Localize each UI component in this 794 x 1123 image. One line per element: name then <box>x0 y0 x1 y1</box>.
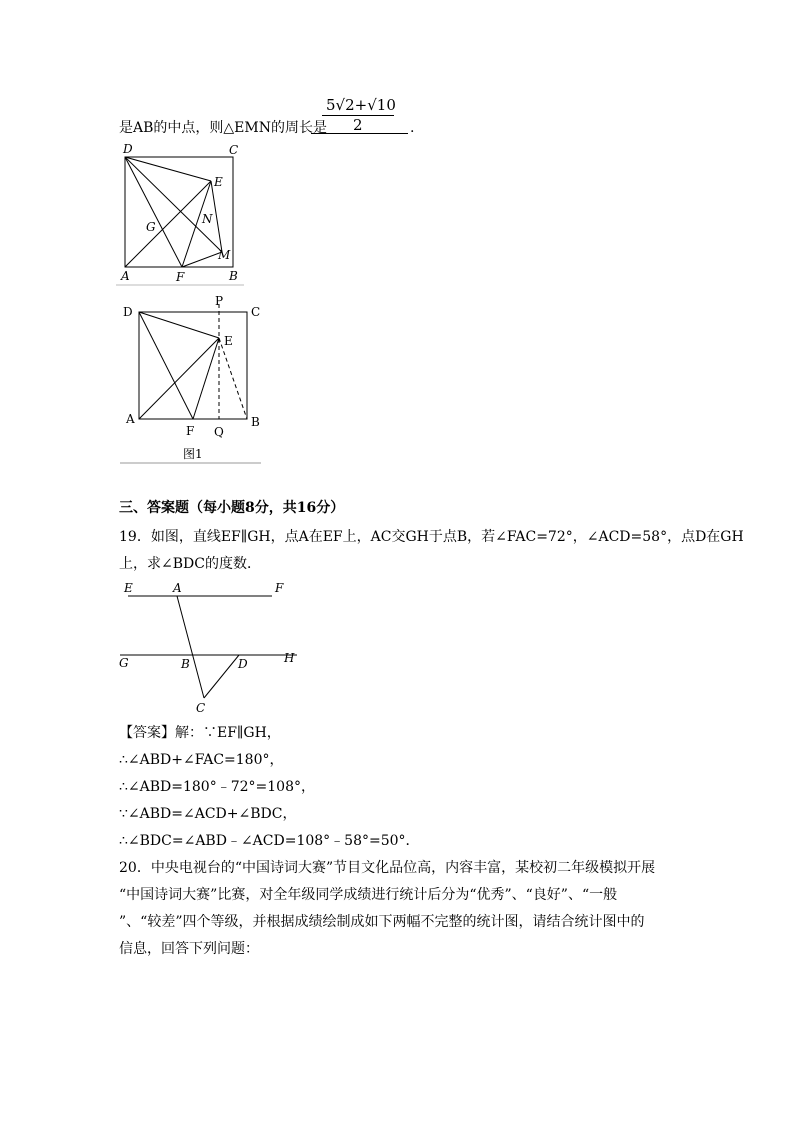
segment-ac <box>177 596 204 698</box>
question-20-line-1: 20．中央电视台的“中国诗词大赛”节目文化品位高，内容丰富，某校初二年级模拟开展 <box>119 860 656 876</box>
section-3-title: 三、答案题（每小题8分，共16分） <box>119 500 345 516</box>
solution-step-2: ∴∠ABD=180°﹣72°=108°， <box>119 779 315 795</box>
answer-denominator: 2 <box>353 116 363 134</box>
label-e-19: E <box>124 581 133 595</box>
answer-blank <box>311 133 408 134</box>
label-c-2: C <box>251 305 261 319</box>
question-18-tail: 是AB的中点，则△EMN的周长是 <box>119 120 327 136</box>
segment-df-2 <box>139 312 193 419</box>
square-figure-2 <box>118 292 264 466</box>
solution-step-1: ∴∠ABD+∠FAC=180°， <box>119 752 284 768</box>
segment-ae-2 <box>139 338 219 419</box>
label-d-19: D <box>238 657 248 671</box>
label-a-19: A <box>173 581 182 595</box>
label-h-19: H <box>284 651 295 665</box>
label-f-2: F <box>186 424 195 438</box>
question-20-line-4: 信息，回答下列问题： <box>119 941 259 957</box>
solution-step-3: ∵∠ABD=∠ACD+∠BDC， <box>119 806 297 822</box>
segment-de-2 <box>139 312 219 338</box>
segment-cd <box>204 655 239 698</box>
label-m: M <box>218 248 231 262</box>
label-a-2: A <box>126 412 135 426</box>
segment-fm <box>182 252 222 267</box>
label-b: B <box>229 269 238 283</box>
label-d: D <box>123 142 133 156</box>
segment-fd <box>125 157 182 267</box>
square-figure-1 <box>116 140 248 286</box>
label-a: A <box>121 269 130 283</box>
label-b-2: B <box>251 415 260 429</box>
question-19-line-2: 上，求∠BDC的度数． <box>119 556 261 572</box>
label-f: F <box>176 270 185 284</box>
label-g: G <box>146 220 156 234</box>
label-g-19: G <box>119 656 129 670</box>
label-c: C <box>229 143 239 157</box>
label-f-19: F <box>275 581 284 595</box>
label-d-2: D <box>123 305 133 319</box>
answer-line <box>119 724 281 742</box>
figure-caption: 图1 <box>183 447 203 461</box>
solution-step-4: ∴∠BDC=∠ABD﹣∠ACD=108°﹣58°=50°． <box>119 833 420 849</box>
label-b-19: B <box>181 657 190 671</box>
segment-em <box>211 181 222 252</box>
question-18-period: . <box>410 120 415 136</box>
segment-ae <box>125 181 211 267</box>
answer-label: 【答案】 <box>119 725 175 741</box>
segment-fe-2 <box>193 338 219 419</box>
dashed-eb <box>219 338 247 419</box>
question-20-line-3: ”、“较差”四个等级，并根据成绩绘制成如下两幅不完整的统计图，请结合统计图中的 <box>119 914 645 930</box>
question-19-line-1: 19．如图，直线EF∥GH，点A在EF上，AC交GH于点B，若∠FAC=72°，∠ACD=58°，点D在GH <box>119 529 744 545</box>
parallel-lines-figure <box>116 578 302 716</box>
label-q: Q <box>214 425 224 439</box>
segment-dm <box>125 157 222 252</box>
label-p: P <box>215 294 224 308</box>
label-c-19: C <box>196 701 206 715</box>
question-20-line-2: “中国诗词大赛”比赛，对全年级同学成绩进行统计后分为“优秀”、“良好”、“一般 <box>119 887 618 903</box>
label-n: N <box>202 212 213 226</box>
label-e-2: E <box>224 334 233 348</box>
answer-numerator: 5√2+√10 <box>326 96 396 114</box>
label-e: E <box>214 175 223 189</box>
answer-lead: 解：∵EF∥GH， <box>175 725 281 741</box>
